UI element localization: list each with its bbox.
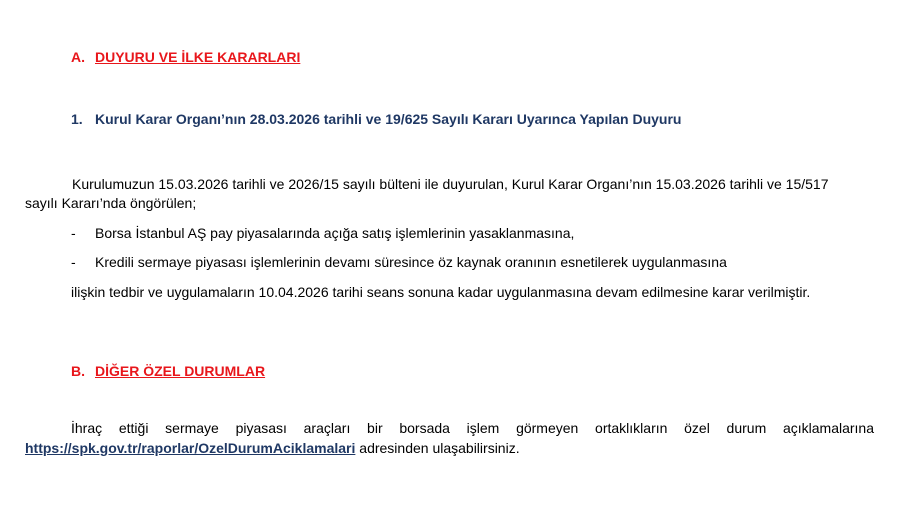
closing-sentence: ilişkin tedbir ve uygulamaların 10.04.2026 tarihi seans sonuna kadar uygulanmasına devam edilmesine karar verilmiştir. [71, 284, 811, 300]
section-a-title: DUYURU VE İLKE KARARLARI [95, 49, 301, 65]
bullet-text: Borsa İstanbul AŞ pay piyasalarında açığa satış işlemlerinin yasaklanmasına, [95, 225, 575, 241]
ozel-durum-link[interactable]: https://spk.gov.tr/raporlar/OzelDurumAciklamalari [25, 440, 356, 456]
section-b-line-2 [25, 439, 520, 458]
item-1-number: 1. [71, 111, 83, 127]
item-1-heading [71, 111, 681, 127]
section-b-heading [71, 363, 265, 379]
intro-line-1: Kurulumuzun 15.03.2026 tarihli ve 2026/15 sayılı bülteni ile duyurulan, Kurul Karar Organı’nın 15.03.2026 tarihli ve 15/517 [72, 176, 829, 192]
intro-line-2: sayılı Kararı’nda öngörülen; [25, 195, 197, 211]
section-a-heading [71, 49, 300, 65]
bullet-item [71, 253, 727, 272]
link-suffix-text: adresinden ulaşabilirsiniz. [355, 440, 520, 456]
section-b-line-1: İhraç ettiği sermaye piyasası araçları bir borsada işlem görmeyen ortaklıkların özel durum açıklamalarına [71, 420, 874, 436]
item-1-title: Kurul Karar Organı’nın 28.03.2026 tarihli ve 19/625 Sayılı Kararı Uyarınca Yapılan Duyuru [95, 111, 682, 127]
bullet-dash: - [71, 225, 76, 241]
bullet-item [71, 224, 574, 243]
section-b-letter: B. [71, 363, 85, 379]
bullet-text: Kredili sermaye piyasası işlemlerinin devamı süresince öz kaynak oranının esnetilerek uygulanmasına [95, 254, 727, 270]
section-b-title: DİĞER ÖZEL DURUMLAR [95, 363, 266, 379]
section-a-letter: A. [71, 49, 85, 65]
bullet-dash: - [71, 254, 76, 270]
